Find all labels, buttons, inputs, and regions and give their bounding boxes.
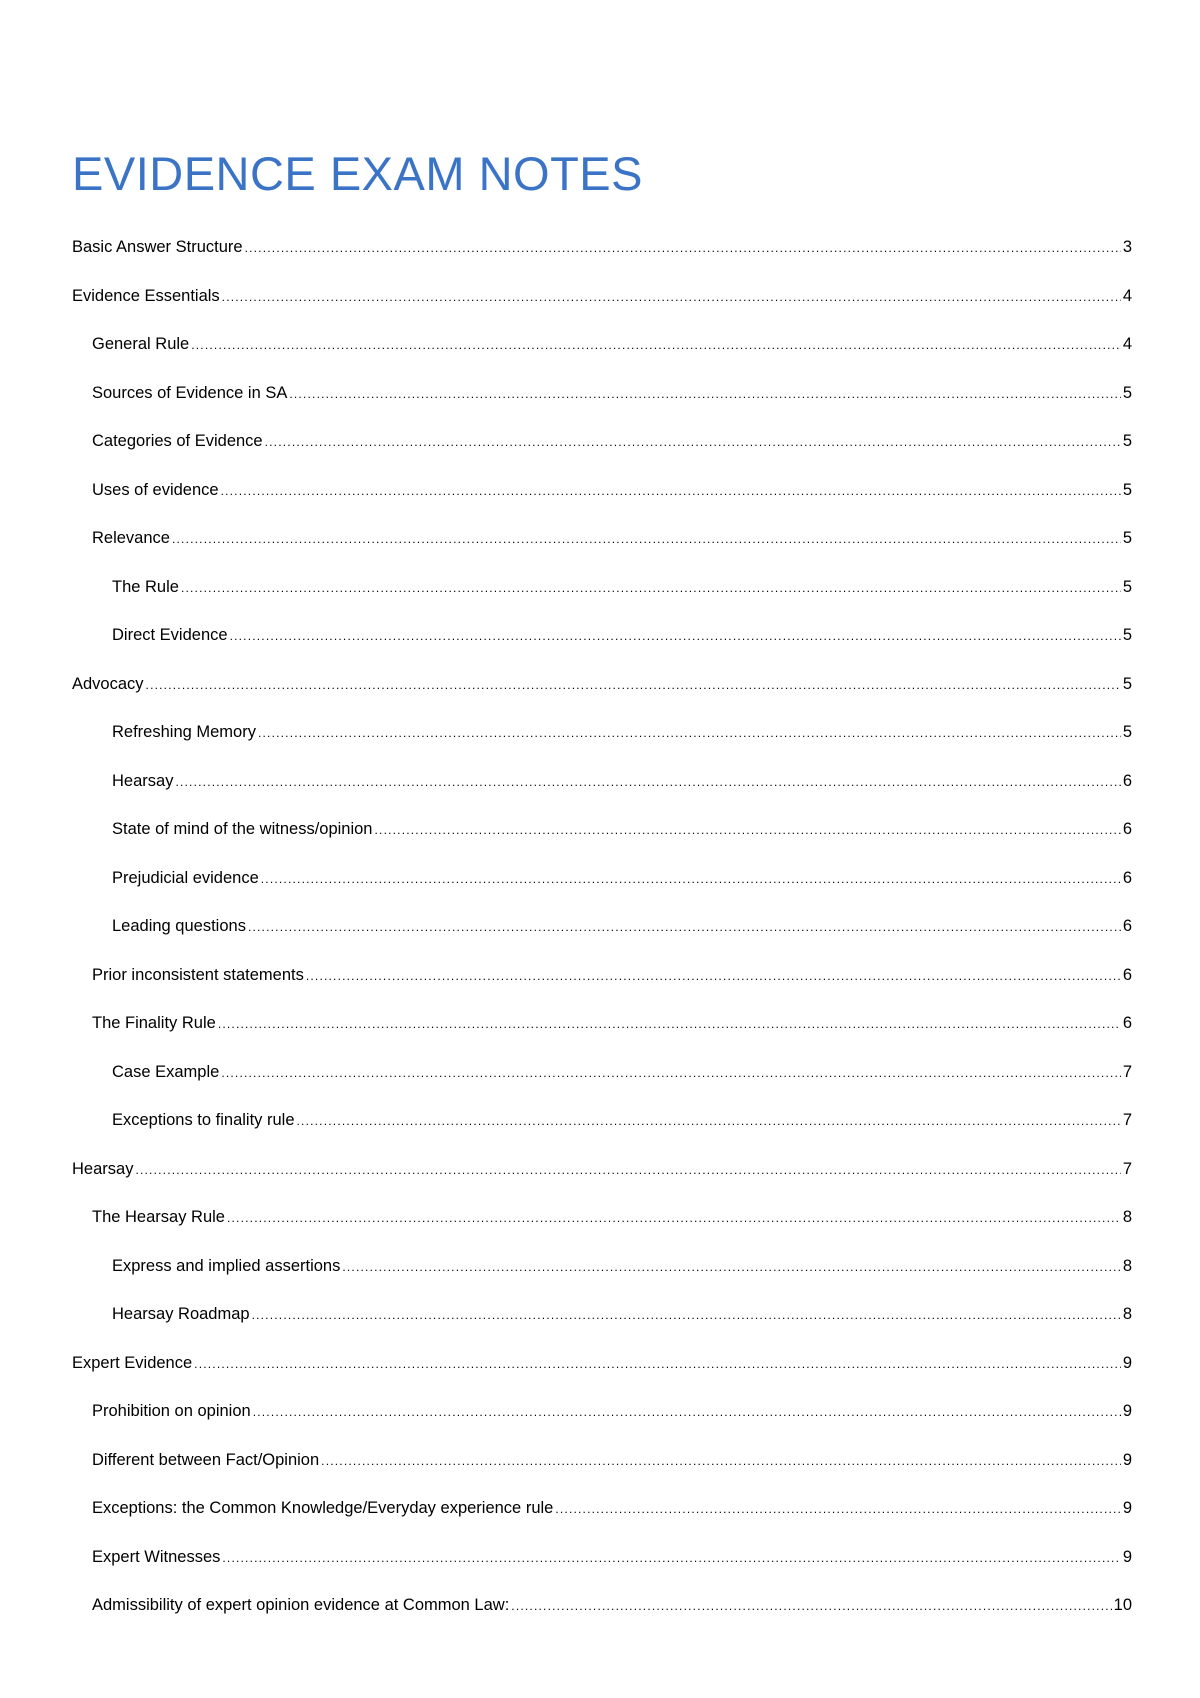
toc-dot-leader <box>306 965 1121 987</box>
toc-page-number[interactable]: 7 <box>1122 1062 1132 1081</box>
toc-entry[interactable] <box>72 1594 1132 1643</box>
toc-entry-label[interactable]: Hearsay <box>112 771 174 790</box>
toc-dot-leader <box>297 1110 1121 1132</box>
toc-dot-leader <box>265 431 1121 453</box>
toc-dot-leader <box>227 1207 1121 1229</box>
toc-page-number[interactable]: 8 <box>1122 1208 1132 1226</box>
toc-entry-label[interactable]: Exceptions: the Common Knowledge/Everyday experience rule <box>92 1499 554 1517</box>
toc-dot-leader <box>555 1498 1120 1520</box>
toc-dot-leader <box>375 819 1121 841</box>
toc-dot-leader <box>221 480 1121 502</box>
toc-entry[interactable] <box>72 1497 1132 1546</box>
toc-page-number[interactable]: 8 <box>1122 1256 1132 1275</box>
toc-entry-label[interactable]: Evidence Essentials <box>72 286 220 305</box>
toc-page-number[interactable]: 6 <box>1122 965 1132 984</box>
toc-entry-label[interactable]: Basic Answer Structure <box>72 238 243 256</box>
toc-entry-label[interactable]: Categories of Evidence <box>92 432 263 450</box>
toc-entry[interactable] <box>72 915 1132 964</box>
toc-page-number[interactable]: 5 <box>1122 577 1132 596</box>
toc-page-number[interactable]: 6 <box>1122 771 1132 790</box>
toc-entry-label[interactable]: General Rule <box>92 335 190 353</box>
toc-entry-label[interactable]: Exceptions to finality rule <box>112 1111 295 1129</box>
toc-page-number[interactable]: 5 <box>1122 674 1132 693</box>
toc-entry[interactable] <box>72 770 1132 819</box>
toc-entry[interactable] <box>72 333 1132 382</box>
toc-entry-label[interactable]: Express and implied assertions <box>112 1256 341 1275</box>
toc-entry[interactable] <box>72 1158 1132 1207</box>
toc-entry-label[interactable]: The Rule <box>112 577 179 596</box>
toc-page-number[interactable]: 5 <box>1122 626 1132 644</box>
toc-entry[interactable] <box>72 576 1132 625</box>
toc-entry-label[interactable]: Hearsay <box>72 1159 134 1178</box>
toc-page-number[interactable]: 9 <box>1122 1353 1132 1372</box>
toc-entry-label[interactable]: Prior inconsistent statements <box>92 965 304 984</box>
toc-entry[interactable] <box>72 867 1132 916</box>
toc-dot-leader <box>146 674 1121 696</box>
toc-entry[interactable] <box>72 430 1132 479</box>
toc-dot-leader <box>221 1062 1121 1084</box>
toc-page-number[interactable]: 10 <box>1113 1596 1132 1614</box>
toc-entry-label[interactable]: Sources of Evidence in SA <box>92 383 288 402</box>
toc-page-number[interactable]: 4 <box>1122 335 1132 353</box>
toc-page-number[interactable]: 5 <box>1122 432 1132 450</box>
toc-page-number[interactable]: 6 <box>1122 868 1132 887</box>
toc-dot-leader <box>222 286 1121 308</box>
toc-entry-label[interactable]: Advocacy <box>72 674 144 693</box>
toc-entry-label[interactable]: Prohibition on opinion <box>92 1402 251 1420</box>
toc-page-number[interactable]: 4 <box>1122 286 1132 305</box>
toc-dot-leader <box>253 1401 1121 1423</box>
toc-dot-leader <box>194 1353 1121 1375</box>
toc-page-number[interactable]: 5 <box>1122 383 1132 402</box>
toc-entry[interactable] <box>72 1352 1132 1401</box>
toc-page-number[interactable]: 9 <box>1122 1402 1132 1420</box>
toc-entry-label[interactable]: Leading questions <box>112 917 246 935</box>
toc-entry-label[interactable]: Uses of evidence <box>92 480 219 499</box>
toc-entry-label[interactable]: Relevance <box>92 529 170 547</box>
toc-entry[interactable] <box>72 818 1132 867</box>
toc-page-number[interactable]: 7 <box>1122 1159 1132 1178</box>
toc-page-number[interactable]: 8 <box>1122 1305 1132 1323</box>
toc-entry-label[interactable]: Hearsay Roadmap <box>112 1305 250 1323</box>
toc-dot-leader <box>191 334 1121 356</box>
toc-page-number[interactable]: 5 <box>1122 480 1132 499</box>
toc-dot-leader <box>511 1595 1111 1617</box>
toc-entry[interactable] <box>72 382 1132 431</box>
toc-entry[interactable] <box>72 721 1132 770</box>
toc-entry-label[interactable]: Expert Witnesses <box>92 1547 221 1566</box>
toc-entry[interactable] <box>72 527 1132 576</box>
toc-entry-label[interactable]: Case Example <box>112 1062 220 1081</box>
toc-page-number[interactable]: 5 <box>1122 723 1132 741</box>
toc-dot-leader <box>289 383 1120 405</box>
toc-dot-leader <box>342 1256 1120 1278</box>
toc-page-number[interactable]: 7 <box>1122 1111 1132 1129</box>
toc-entry[interactable] <box>72 1400 1132 1449</box>
toc-page-number[interactable]: 6 <box>1122 820 1132 838</box>
toc-entry-label[interactable]: The Finality Rule <box>92 1014 216 1032</box>
toc-entry-label[interactable]: Direct Evidence <box>112 626 228 644</box>
toc-entry-label[interactable]: State of mind of the witness/opinion <box>112 820 373 838</box>
toc-entry[interactable] <box>72 1303 1132 1352</box>
toc-entry[interactable] <box>72 673 1132 722</box>
document-title: EVIDENCE EXAM NOTES <box>72 147 643 200</box>
toc-page-number[interactable]: 9 <box>1122 1450 1132 1469</box>
toc-page-number[interactable]: 5 <box>1122 529 1132 547</box>
toc-dot-leader <box>218 1013 1121 1035</box>
toc-entry-label[interactable]: Refreshing Memory <box>112 723 256 741</box>
toc-entry[interactable] <box>72 1061 1132 1110</box>
toc-entry[interactable] <box>72 1206 1132 1255</box>
toc-page-number[interactable]: 3 <box>1122 238 1132 256</box>
toc-entry-label[interactable]: The Hearsay Rule <box>92 1208 225 1226</box>
toc-dot-leader <box>252 1304 1121 1326</box>
toc-page-number[interactable]: 9 <box>1122 1499 1132 1517</box>
toc-entry[interactable] <box>72 1546 1132 1595</box>
toc-dot-leader <box>261 868 1121 890</box>
toc-entry-label[interactable]: Different between Fact/Opinion <box>92 1450 320 1469</box>
toc-entry-label[interactable]: Prejudicial evidence <box>112 868 259 887</box>
toc-entry[interactable] <box>72 1449 1132 1498</box>
toc-dot-leader <box>321 1450 1121 1472</box>
toc-entry[interactable] <box>72 1255 1132 1304</box>
toc-dot-leader <box>248 916 1121 938</box>
toc-dot-leader <box>230 625 1121 647</box>
toc-entry[interactable] <box>72 964 1132 1013</box>
toc-entry[interactable] <box>72 624 1132 673</box>
toc-page-number[interactable]: 6 <box>1122 1014 1132 1032</box>
toc-entry-label[interactable]: Expert Evidence <box>72 1353 193 1372</box>
toc-dot-leader <box>245 237 1121 259</box>
toc-dot-leader <box>181 577 1121 599</box>
toc-page-number[interactable]: 6 <box>1122 917 1132 935</box>
toc-page-number[interactable]: 9 <box>1122 1547 1132 1566</box>
toc-dot-leader <box>222 1547 1120 1569</box>
toc-entry[interactable] <box>72 479 1132 528</box>
toc-dot-leader <box>175 771 1120 793</box>
toc-entry[interactable] <box>72 1109 1132 1158</box>
toc-dot-leader <box>258 722 1121 744</box>
toc-entry[interactable] <box>72 285 1132 334</box>
toc-dot-leader <box>172 528 1121 550</box>
toc-entry[interactable] <box>72 236 1132 285</box>
toc-entry-label[interactable]: Admissibility of expert opinion evidence at Common Law: <box>92 1596 510 1614</box>
table-of-contents <box>72 236 1132 1643</box>
toc-dot-leader <box>135 1159 1120 1181</box>
toc-entry[interactable] <box>72 1012 1132 1061</box>
